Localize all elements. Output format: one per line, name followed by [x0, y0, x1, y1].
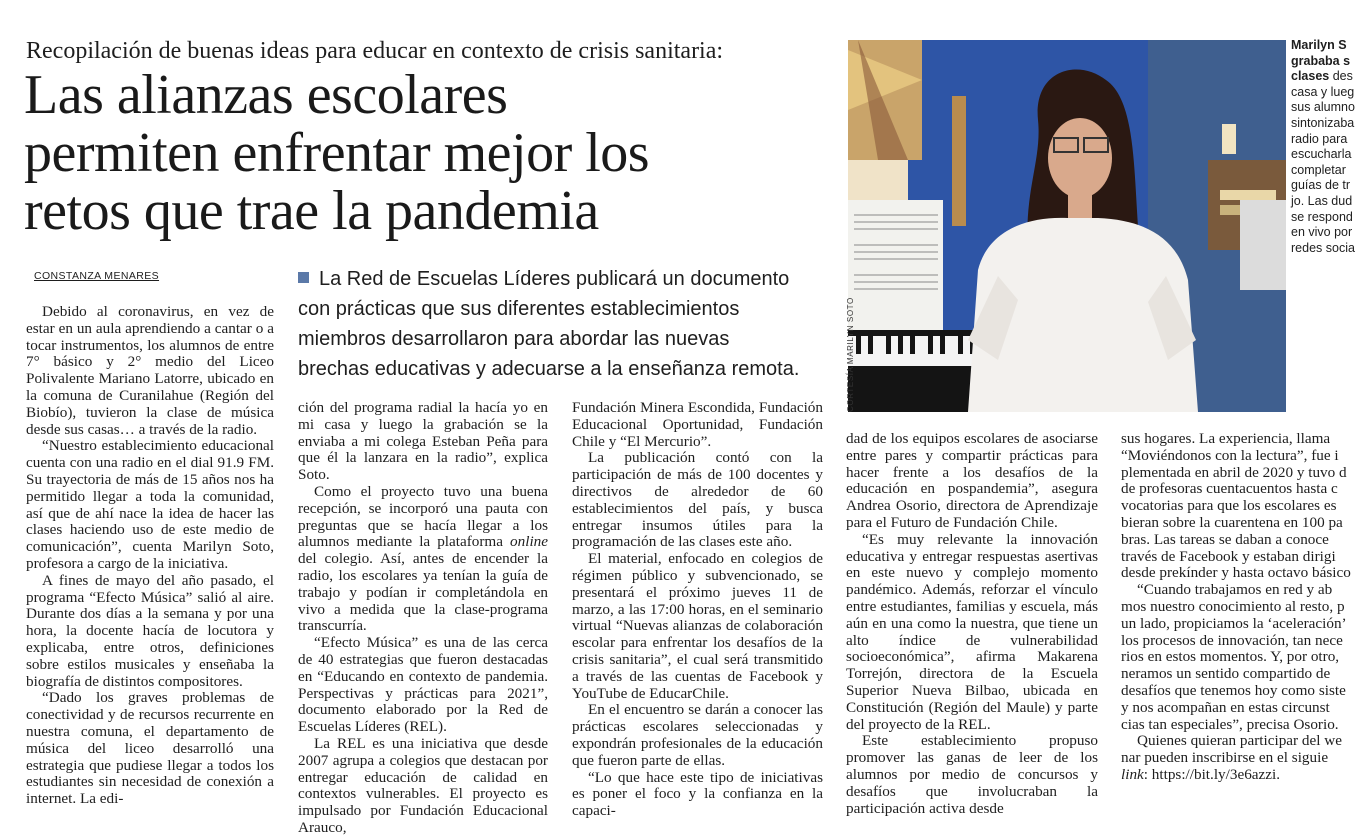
headline-line: permiten enfrentar mejor los	[24, 122, 650, 184]
headline-line: Las alianzas escolares	[24, 64, 508, 126]
lead-line: miembros desarrollaron para abordar las nuevas	[298, 328, 730, 350]
text-line: bieran sobre la cuarentena en 100 pa	[1121, 513, 1343, 531]
paragraph: Como el proyecto tuvo una buena recepción, se incorporó una pauta con preguntas que se hacía llegar a los alumnos mediante la plataforma online del colegio. Así, antes de encender la radio, los escolares ya tenían la guía de trabajo y podían ir completándola en vivo a medida que la clase-programa transcurría.	[298, 482, 548, 635]
caption-line: en vivo por	[1291, 225, 1353, 240]
text-line: desafíos que tenemos hoy como siste	[1121, 681, 1346, 699]
caption-line: completar	[1291, 162, 1346, 177]
caption-line: radio para	[1291, 131, 1348, 146]
caption-line: jo. Las dud	[1291, 193, 1353, 208]
article-column-5	[1121, 431, 1354, 782]
paragraph: A fines de mayo del año pasado, el programa “Efecto Música” salió al aire. Durante dos días a la semana y por una hora, la docente hacía de locutora y explicaba, entre otros, definiciones sobre estilos musicales y enseñaba la biografía de distintos compositores.	[26, 571, 274, 690]
paragraph: En el encuentro se darán a conocer las prácticas escolares seleccionadas y expondrán profesionales de la educación que fueron parte de ellas.	[572, 701, 823, 769]
text-line: neramos un sentido compartido de	[1121, 665, 1331, 683]
text-line: “Moviéndonos con la lectura”, fue i	[1121, 446, 1339, 464]
text-line: “Cuando trabajamos en red y ab	[1137, 581, 1333, 599]
caption-line: sintonizaba	[1291, 115, 1355, 130]
article-column-1	[26, 303, 274, 808]
paragraph: La REL es una iniciativa que desde 2007 agrupa a colegios que destacan por entregar educación de calidad en contextos vulnerables. El proyecto es impulsado por Fundación Educacional Arauco,	[298, 734, 548, 836]
text-line: sus hogares. La experiencia, llama	[1121, 430, 1331, 447]
text-line: los procesos de innovación, tan nece	[1121, 631, 1343, 649]
text-line: nar pueden inscribirse en el siguie	[1121, 749, 1329, 767]
caption-line: Marilyn S	[1291, 38, 1347, 52]
lead-line: La Red de Escuelas Líderes publicará un documento	[298, 264, 838, 294]
paragraph: Fundación Minera Escondida, Fundación Educacional Oportunidad, Fundación Chile y “El Mercurio”.	[572, 399, 823, 450]
article-column-3	[572, 399, 823, 820]
caption-line: sus alumno	[1291, 100, 1355, 115]
caption-line: clases des	[1291, 69, 1353, 84]
text-line: rios en estos momentos. Y, por otro,	[1121, 648, 1340, 666]
paragraph: Debido al coronavirus, en vez de estar en un aula aprendiendo a cantar o a tocar instrumentos, los alumnos de entre 7° básico y 2° medio del Liceo Polivalente Mariano Latorre, ubicado en la comuna de Curanilahue (Región del Biobío), tuvieron la clase de música desde sus casas… a través de la radio.	[26, 303, 274, 438]
paragraph: El material, enfocado en colegios de régimen público y subvencionado, se presentará el próximo jueves 11 de marzo, a las 17:00 horas, en el seminario virtual “Nuevas alianzas de colaboración escolar para enfrentar los desafíos de la crisis sanitaria”, el cual será transmitido a través de las cuentas de Facebook y YouTube de EducarChile.	[572, 550, 823, 702]
text-line: cias tan especiales”, precisa Osorio.	[1121, 715, 1339, 733]
text-line: Quienes quieran participar del we	[1137, 732, 1342, 750]
caption-line: se respond	[1291, 209, 1353, 224]
lead-line: brechas educativas y adecuarse a la enseñanza remota.	[298, 358, 800, 380]
paragraph: “Es muy relevante la innovación educativa y entregar respuestas asertivas en este nuevo y complejo momento pandémico. Además, reforzar el vínculo entre estudiantes, familias y escuela, más aún en una como la nuestra, que tiene un alto índice de vulnerabilidad socioeconómica”, afirma Makarena Torrejón, directora de la Escuela Superior Nueva Bilbao, ubicada en Constitución (Región del Maule) y parte del proyecto de la REL.	[846, 530, 1098, 733]
byline: CONSTANZA MENARES	[34, 270, 160, 282]
text-line: vocatorias para que los escolares es	[1121, 497, 1337, 515]
teacher-photo	[848, 40, 1286, 412]
caption-line: escucharla	[1291, 147, 1352, 162]
paragraph: dad de los equipos escolares de asociarse entre pares y compartir prácticas para hacer frente a los desafíos de la educación en pospandemia”, asegura Andrea Osorio, directora de Aprendizaje para el Futuro de Fundación Chile.	[846, 430, 1098, 531]
paragraph: ción del programa radial la hacía yo en mi casa y luego la grabación se la enviaba a mi colega Esteban Peña para que él la lanzara en la radio”, explica Soto.	[298, 399, 548, 484]
photo-illustration	[848, 40, 1286, 412]
paragraph: “Efecto Música” es una de las cerca de 40 estrategias que fueron destacadas en “Educando en contexto de pandemia. Perspectivas y prácticas para 2021”, documento elaborado por la Red de Escuelas Líderes (REL).	[298, 634, 548, 736]
text-line: y nos acompañan en estas circunst	[1121, 698, 1330, 716]
bullet-square-icon	[298, 272, 309, 283]
paragraph: La publicación contó con la participación de más de 100 docentes y directivos de alrededor de 60 establecimientos del país, y busca entregar insumos útiles para la programación de las clases este año.	[572, 449, 823, 551]
headline	[24, 66, 824, 240]
caption-line: guías de tr	[1291, 178, 1351, 193]
paragraph: “Dado los graves problemas de conectividad y de recursos recurrente en nuestra comuna, el departamento de música del liceo desarrolló una estrategia que pudiese llegar a todos los estudiantes sin necesidad de conexión a internet. La edi-	[26, 689, 274, 808]
paragraph: “Lo que hace este tipo de iniciativas es poner el foco y la confianza en la capaci-	[572, 768, 823, 820]
photo-credit: CORTESÍA MARILYN SOTO	[846, 297, 855, 412]
text-line: través de Facebook y estaban dirigi	[1121, 547, 1336, 565]
caption-line: casa y lueg	[1291, 84, 1355, 99]
lead-paragraph	[298, 264, 838, 384]
text-line: mos nuestro conocimiento al resto, p	[1121, 597, 1345, 615]
paragraph: Este establecimiento propuso promover las ganas de leer de los alumnos por medio de concursos y desafíos que involucraban la participación activa desde	[846, 732, 1098, 817]
kicker: Recopilación de buenas ideas para educar en contexto de crisis sanitaria:	[26, 38, 724, 64]
text-line: un lado, propiciamos la ‘aceleración’	[1121, 614, 1347, 632]
paragraph: “Nuestro establecimiento educacional cuenta con una radio en el dial 91.9 FM. Su trayectoria de más de 15 años nos ha permitido llegar a toda la comunidad, así que de ahí nace la idea de hacer las clases haciendo uso de este medio de comunicación”, cuenta Marilyn Soto, profesora a cargo de la iniciativa.	[26, 437, 274, 572]
text-line: plementada en abril de 2020 y tuvo d	[1121, 463, 1347, 481]
headline-line: retos que trae la pandemia	[24, 180, 599, 242]
text-line: link: https://bit.ly/3e6azzi.	[1121, 765, 1281, 783]
photo-caption	[1291, 38, 1354, 298]
lead-line: con prácticas que sus diferentes establecimientos	[298, 298, 740, 320]
caption-line: grababa s	[1291, 53, 1351, 68]
article-column-2	[298, 399, 548, 836]
article-column-4	[846, 430, 1098, 817]
text-line: desde prekínder y hasta octavo básico	[1121, 564, 1351, 582]
text-line: de profesoras cuentacuentos hasta c	[1121, 480, 1338, 498]
text-line: bras. Las tareas se daban a conoce	[1121, 530, 1329, 548]
caption-line: redes socia	[1291, 240, 1355, 255]
